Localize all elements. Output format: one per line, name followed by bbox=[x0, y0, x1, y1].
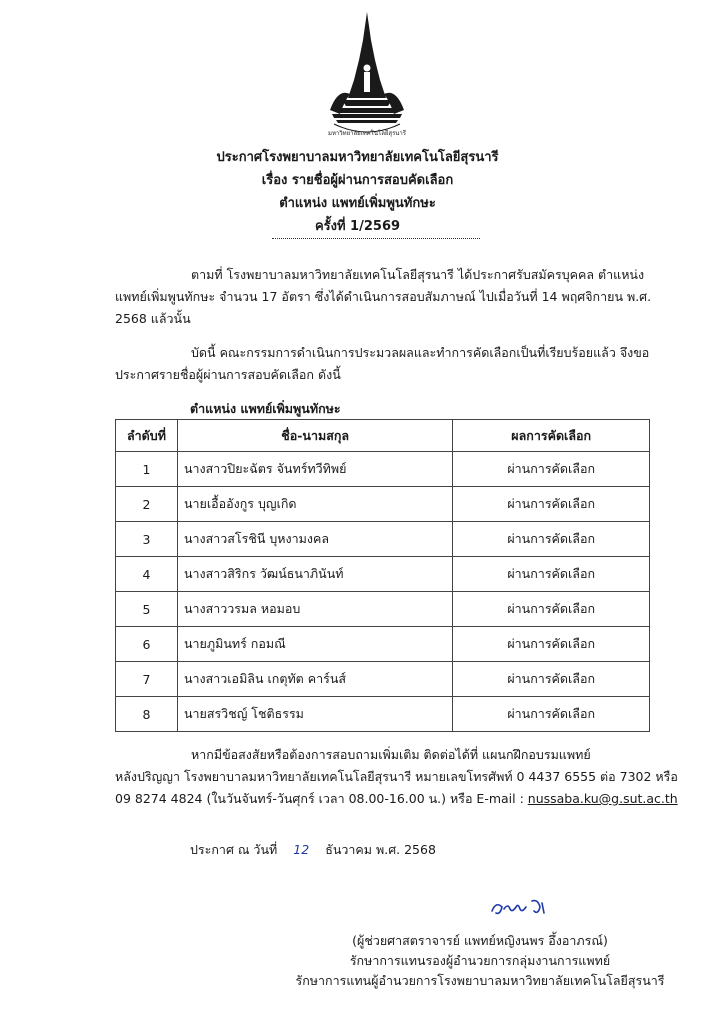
row-result: ผ่านการคัดเลือก bbox=[453, 627, 650, 662]
signer-role-1: รักษาการแทนรองผู้อำนวยการกลุ่มงานการแพทย์ bbox=[349, 953, 611, 968]
date-day: 12 bbox=[293, 842, 310, 857]
row-result: ผ่านการคัดเลือก bbox=[453, 487, 650, 522]
handwritten-signature bbox=[488, 893, 552, 923]
header-name: ชื่อ-นามสกุล bbox=[177, 420, 452, 452]
row-name: นางสาวเอมิลิน เกตุทัต คาร์นส์ bbox=[177, 662, 452, 697]
intro-line-2: แพทย์เพิ่มพูนทักษะ จำนวน 17 อัตรา ซึ่งได้ดำเนินการสอบสัมภาษณ์ ไปเมื่อวันที่ 14 พฤศจิกายน พ.ศ. bbox=[115, 289, 652, 304]
header-result: ผลการคัดเลือก bbox=[453, 420, 650, 452]
table-header-row bbox=[116, 420, 650, 452]
row-name: นางสาววรมล หอมอบ bbox=[177, 592, 452, 627]
row-name: นางสาวปิยะฉัตร จันทร์ทวีทิพย์ bbox=[177, 452, 452, 487]
signer-block bbox=[260, 931, 700, 991]
contact-hours: 09 8274 4824 (ในวันจันทร์-วันศุกร์ เวลา 08.00-16.00 น.) หรือ E-mail : bbox=[115, 791, 528, 806]
row-result: ผ่านการคัดเลือก bbox=[453, 522, 650, 557]
row-result: ผ่านการคัดเลือก bbox=[453, 452, 650, 487]
date-suffix: ธันวาคม พ.ศ. 2568 bbox=[325, 842, 436, 857]
contact-line-3 bbox=[115, 788, 678, 810]
heading-title: ประกาศโรงพยาบาลมหาวิทยาลัยเทคโนโลยีสุรนารี bbox=[216, 150, 499, 165]
row-result: ผ่านการคัดเลือก bbox=[453, 662, 650, 697]
row-order: 7 bbox=[116, 662, 178, 697]
heading-round: ครั้งที่ 1/2569 bbox=[314, 219, 401, 234]
row-order: 8 bbox=[116, 697, 178, 732]
university-logo bbox=[322, 10, 412, 138]
announce-line-2: ประกาศรายชื่อผู้ผ่านการสอบคัดเลือก ดังนี้ bbox=[115, 367, 341, 382]
table-row bbox=[116, 662, 650, 697]
row-order: 4 bbox=[116, 557, 178, 592]
table-row bbox=[116, 452, 650, 487]
contact-line-2: หลังปริญญา โรงพยาบาลมหาวิทยาลัยเทคโนโลยีสุรนารี หมายเลขโทรศัพท์ 0 4437 6555 ต่อ 7302 หรือ bbox=[115, 769, 678, 784]
row-result: ผ่านการคัดเลือก bbox=[453, 697, 650, 732]
heading-subject: เรื่อง รายชื่อผู้ผ่านการสอบคัดเลือก bbox=[261, 173, 454, 188]
date-prefix: ประกาศ ณ วันที่ bbox=[190, 842, 278, 857]
row-order: 1 bbox=[116, 452, 178, 487]
table-row bbox=[116, 557, 650, 592]
results-table bbox=[115, 419, 650, 732]
table-row bbox=[116, 697, 650, 732]
row-order: 2 bbox=[116, 487, 178, 522]
intro-line-3: 2568 แล้วนั้น bbox=[115, 311, 191, 326]
signature-icon bbox=[488, 893, 552, 923]
contact-line-1: หากมีข้อสงสัยหรือต้องการสอบถามเพิ่มเติม ติดต่อได้ที่ แผนกฝึกอบรมแพทย์ bbox=[191, 747, 591, 762]
row-order: 3 bbox=[116, 522, 178, 557]
signer-name: (ผู้ช่วยศาสตราจารย์ แพทย์หญิงนพร อึ้งอาภรณ์) bbox=[352, 933, 608, 948]
announce-paragraph bbox=[115, 342, 650, 386]
row-order: 6 bbox=[116, 627, 178, 662]
row-result: ผ่านการคัดเลือก bbox=[453, 557, 650, 592]
contact-paragraph bbox=[115, 744, 678, 810]
university-seal-icon bbox=[322, 10, 412, 138]
table-row bbox=[116, 522, 650, 557]
row-name: นายเอื้ออังกูร บุญเกิด bbox=[177, 487, 452, 522]
signer-role-2: รักษาการแทนผู้อำนวยการโรงพยาบาลมหาวิทยาลัยเทคโนโลยีสุรนารี bbox=[295, 973, 665, 988]
row-name: นายภูมินทร์ กอมณี bbox=[177, 627, 452, 662]
intro-line-1: ตามที่ โรงพยาบาลมหาวิทยาลัยเทคโนโลยีสุรนารี ได้ประกาศรับสมัครบุคคล ตำแหน่ง bbox=[191, 267, 645, 282]
table-caption: ตำแหน่ง แพทย์เพิ่มพูนทักษะ bbox=[190, 401, 341, 416]
row-result: ผ่านการคัดเลือก bbox=[453, 592, 650, 627]
contact-email-link[interactable]: nussaba.ku@g.sut.ac.th bbox=[527, 791, 678, 806]
logo-caption: มหาวิทยาลัยเทคโนโลยีสุรนารี bbox=[327, 130, 407, 137]
table-row bbox=[116, 627, 650, 662]
header-order: ลำดับที่ bbox=[116, 420, 178, 452]
announce-line-1: บัดนี้ คณะกรรมการดำเนินการประมวลผลและทำการคัดเลือกเป็นที่เรียบร้อยแล้ว จึงขอ bbox=[191, 345, 650, 360]
row-name: นางสาวสโรชินี บุหงามงคล bbox=[177, 522, 452, 557]
table-row bbox=[116, 487, 650, 522]
announcement-heading bbox=[0, 146, 715, 238]
row-order: 5 bbox=[116, 592, 178, 627]
table-row bbox=[116, 592, 650, 627]
heading-position: ตำแหน่ง แพทย์เพิ่มพูนทักษะ bbox=[279, 196, 436, 211]
row-name: นายสรวิชญ์ โชติธรรม bbox=[177, 697, 452, 732]
intro-paragraph bbox=[115, 264, 650, 330]
heading-divider bbox=[272, 238, 480, 239]
row-name: นางสาวสิริกร วัฒน์ธนาภินันท์ bbox=[177, 557, 452, 592]
announcement-date bbox=[190, 840, 436, 860]
